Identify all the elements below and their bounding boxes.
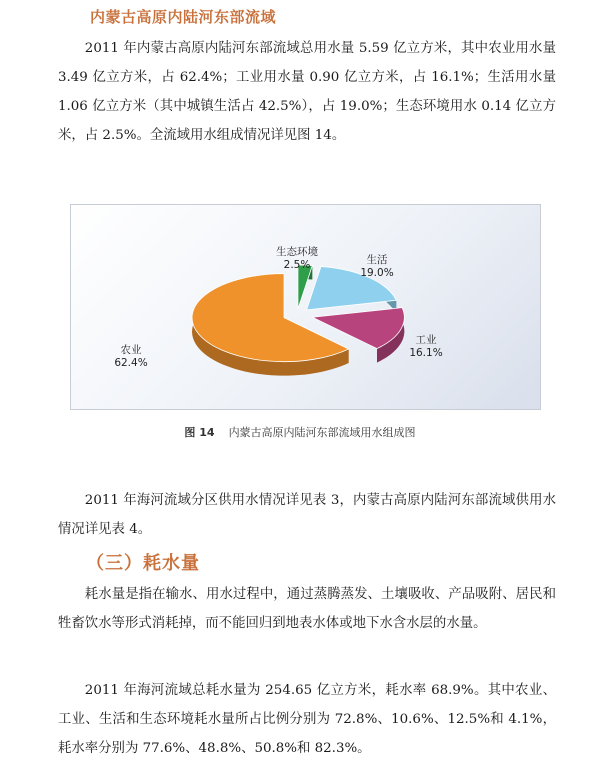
slice-label-value-life: 19.0% xyxy=(360,267,394,279)
slice-label-name-life: 生活 xyxy=(366,254,388,266)
paragraph-consumption-stats: 2011 年海河流域总耗水量为 254.65 亿立方米，耗水率 68.9%。其中农业、工业、生活和生态环境耗水量所占比例分别为 72.8%、10.6%、12.5%和 4.1%，耗水率分别为 77.6%、48.8%、50.8%和 82.3%。 xyxy=(58,683,556,756)
subsection-heading: （三）耗水量 xyxy=(86,553,200,574)
pie-chart-figure xyxy=(70,204,541,410)
figure-caption-number: 图 14 xyxy=(184,426,215,439)
section-title: 内蒙古高原内陆河东部流域 xyxy=(90,8,277,26)
paragraph-water-use: 2011 年内蒙古高原内陆河东部流域总用水量 5.59 亿立方米，其中农业用水量 3.49 亿立方米，占 62.4%；工业用水量 0.90 亿立方米，占 16.1%；生活用水量 1.06 亿立方米（其中城镇生活占 42.5%），占 19.0%；生态环境用水 0.14 亿立方米，占 2.5%。全流域用水组成情况详见图 14。 xyxy=(58,41,556,143)
paragraph-supply-tables: 2011 年海河流域分区供用水情况详见表 3，内蒙古高原内陆河东部流域供用水情况详见表 4。 xyxy=(58,493,556,537)
slice-label-value-eco: 2.5% xyxy=(283,259,311,271)
pie-chart xyxy=(71,205,540,409)
slice-label-name-industry: 工业 xyxy=(415,334,437,346)
figure-caption-text: 内蒙古高原内陆河东部流域用水组成图 xyxy=(228,426,416,439)
slice-label-value-industry: 16.1% xyxy=(409,347,443,359)
paragraph-consumption-definition: 耗水量是指在输水、用水过程中，通过蒸腾蒸发、土壤吸收、产品吸附、居民和牲畜饮水等形式消耗掉，而不能回归到地表水体或地下水含水层的水量。 xyxy=(58,587,556,631)
slice-label-name-eco: 生态环境 xyxy=(276,246,318,258)
slice-label-name-agri: 农业 xyxy=(120,344,142,356)
figure-caption xyxy=(0,424,600,440)
slice-label-value-agri: 62.4% xyxy=(114,357,148,369)
